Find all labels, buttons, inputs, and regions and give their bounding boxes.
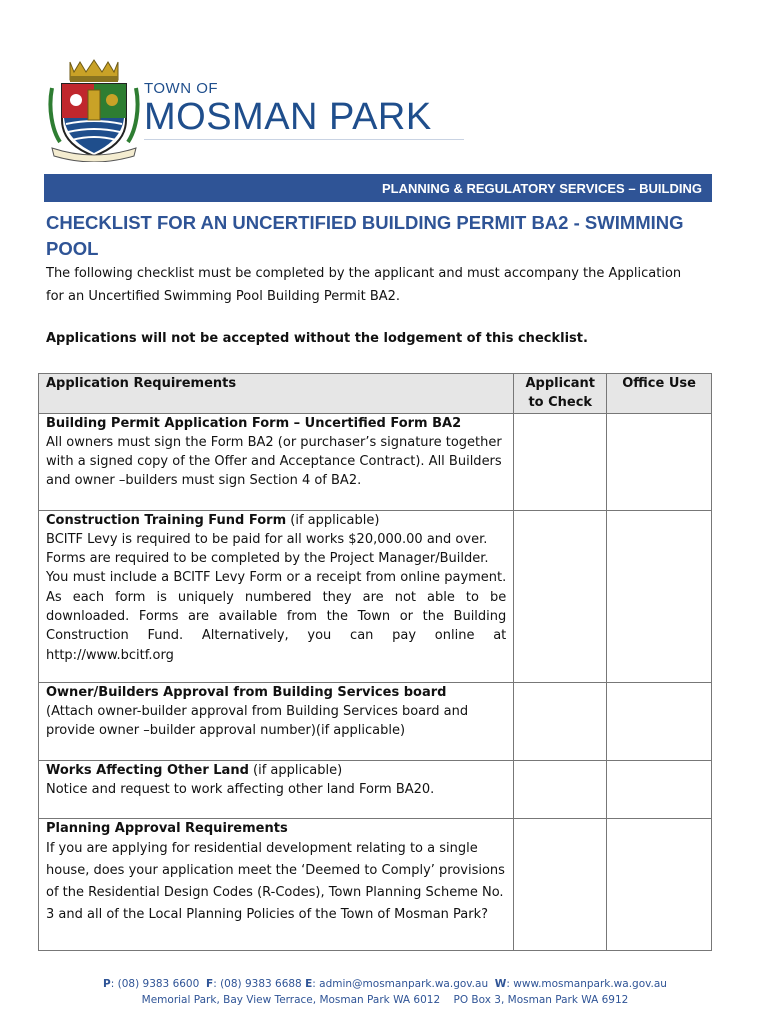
footer-phone-label: P	[103, 978, 111, 990]
footer-contact-line	[0, 976, 770, 992]
applicant-check-cell[interactable]	[514, 413, 607, 510]
logo-divider	[144, 139, 464, 140]
table-row	[39, 413, 712, 510]
office-use-cell	[607, 760, 712, 818]
requirement-heading: Construction Training Fund Form	[46, 512, 287, 528]
requirement-body: (Attach owner-builder approval from Building Services board and provide owner –builder approval number)(if applicable)	[46, 703, 469, 739]
logo-town-name: MOSMAN PARK	[144, 96, 432, 138]
page-footer	[0, 976, 770, 1008]
intro-paragraph: The following checklist must be completed by the applicant and must accompany the Application for an Uncertified Swimming Pool Building Permit BA2.	[46, 266, 682, 304]
header-applicant-to-check: Applicant to Check	[514, 374, 607, 414]
requirement-cell	[39, 413, 514, 510]
applicant-check-cell[interactable]	[514, 760, 607, 818]
table-row	[39, 682, 712, 760]
requirement-heading: Owner/Builders Approval from Building Services board	[46, 684, 447, 700]
footer-email-label: E	[305, 978, 313, 990]
requirement-heading: Works Affecting Other Land	[46, 762, 249, 778]
town-logo	[48, 58, 464, 164]
requirement-heading: Planning Approval Requirements	[46, 820, 288, 836]
requirement-cell	[39, 682, 514, 760]
applicant-check-cell[interactable]	[514, 510, 607, 682]
requirement-heading: Building Permit Application Form – Uncertified Form BA2	[46, 415, 462, 431]
footer-address: Memorial Park, Bay View Terrace, Mosman Park WA 6012	[141, 994, 441, 1006]
table-header-row	[39, 374, 712, 414]
table-row	[39, 818, 712, 950]
footer-website[interactable]: : www.mosmanpark.wa.gov.au	[506, 978, 667, 990]
requirement-cell	[39, 818, 514, 950]
requirement-body: Notice and request to work affecting other land Form BA20.	[46, 781, 435, 797]
footer-po-box: PO Box 3, Mosman Park WA 6912	[453, 994, 629, 1006]
footer-web-label: W	[494, 978, 507, 990]
requirements-table	[38, 373, 712, 951]
applicant-check-cell[interactable]	[514, 682, 607, 760]
footer-fax-label: F	[206, 978, 214, 990]
footer-email[interactable]: : admin@mosmanpark.wa.gov.au	[312, 978, 489, 990]
footer-fax: : (08) 9383 6688	[213, 978, 302, 990]
header-office-use: Office Use	[607, 374, 712, 414]
requirement-heading-note: (if applicable)	[286, 512, 380, 528]
office-use-cell	[607, 682, 712, 760]
footer-phone: : (08) 9383 6600	[110, 978, 200, 990]
department-banner	[44, 174, 712, 202]
lodgement-notice: Applications will not be accepted without the lodgement of this checklist.	[46, 331, 588, 346]
logo-town-of: TOWN OF	[144, 80, 219, 97]
applicant-check-cell[interactable]	[514, 818, 607, 950]
header-application-requirements: Application Requirements	[39, 374, 514, 414]
table-row	[39, 760, 712, 818]
requirement-cell	[39, 760, 514, 818]
requirement-heading-note: (if applicable)	[248, 762, 343, 778]
table-row	[39, 510, 712, 682]
requirement-body: BCITF Levy is required to be paid for all works $20,000.00 and over. Forms are required to be completed by the Project Manager/Builder.	[46, 531, 489, 567]
requirement-body: All owners must sign the Form BA2 (or purchaser’s signature together with a signed copy of the Offer and Acceptance Contract). All Builders and owner –builders must sign Section 4 of BA2.	[46, 434, 502, 489]
document-title: CHECKLIST FOR AN UNCERTIFIED BUILDING PERMIT BA2 - SWIMMING POOL	[46, 212, 684, 259]
requirement-body: If you are applying for residential development relating to a single house, does your application meet the ‘Deemed to Comply’ provisions of the Residential Design Codes (R-Codes), Town Planning Scheme No. 3 and all of the Local Planning Policies of the Town of Mosman Park?	[46, 840, 505, 922]
requirement-cell	[39, 510, 514, 682]
town-crest-icon	[48, 58, 140, 162]
office-use-cell	[607, 510, 712, 682]
department-banner-text: PLANNING & REGULATORY SERVICES – BUILDING	[382, 180, 702, 196]
office-use-cell	[607, 818, 712, 950]
office-use-cell	[607, 413, 712, 510]
requirement-body-extra: You must include a BCITF Levy Form or a receipt from online payment. As each form is uniquely numbered they are not able to be downloaded. Forms are available from the Town or the Building Construction Fund. Alternatively, you can pay online at http://www.bcitf.org	[46, 570, 507, 663]
footer-address-line	[0, 992, 770, 1008]
